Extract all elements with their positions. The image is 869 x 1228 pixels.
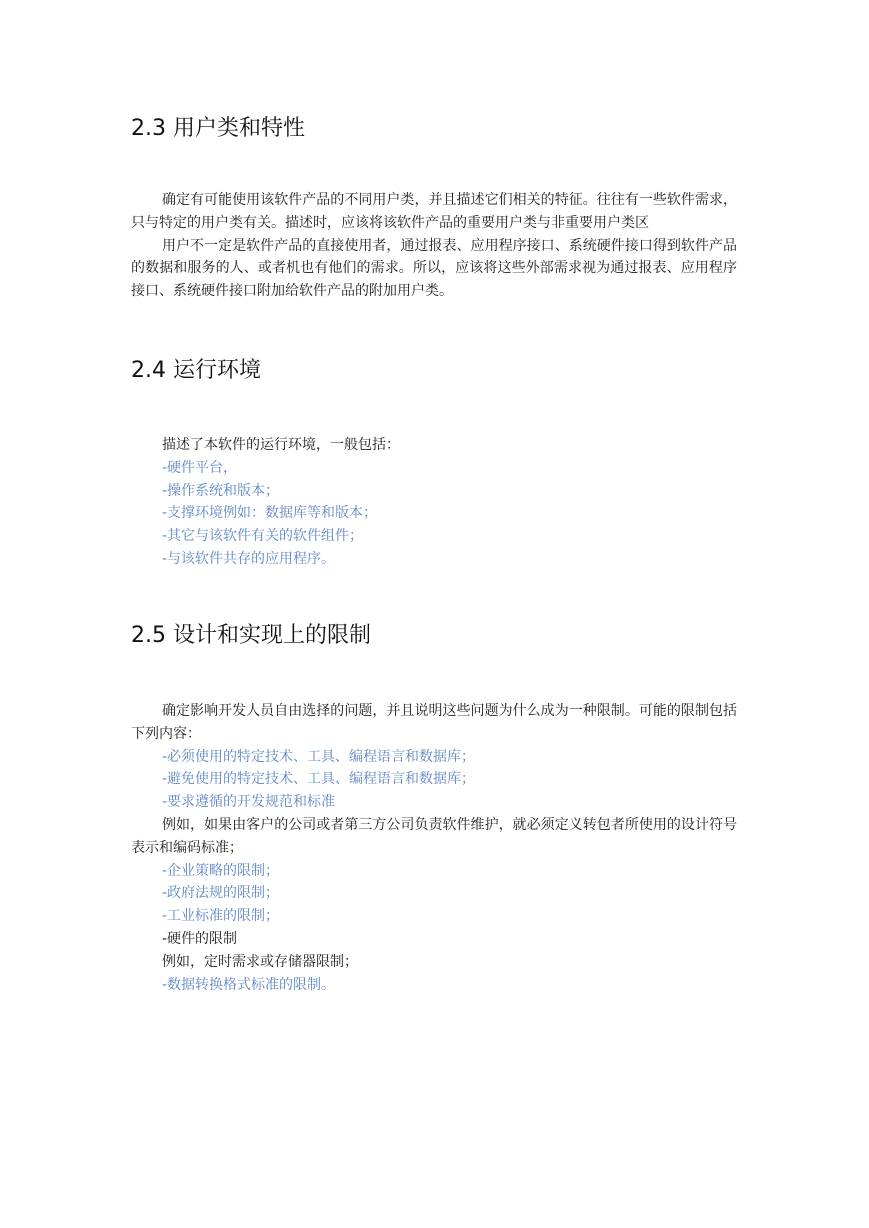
example-timing: 例如，定时需求或存储器限制；: [162, 953, 358, 970]
section-heading-2-3: 2.3 用户类和特性: [131, 116, 305, 141]
constraints-intro: 确定影响开发人员自由选择的问题，并且说明这些问题为什么成为一种限制。可能的限制包括下列内容：: [131, 703, 737, 742]
list-item: -企业策略的限制；: [162, 862, 280, 879]
list-item: -支撑环境例如：数据库等和版本；: [162, 505, 378, 522]
section-body-2-3: [131, 189, 737, 303]
list-item: -操作系统和版本；: [162, 482, 280, 499]
list-item: -与该软件共存的应用程序。: [162, 550, 336, 567]
example-paragraph: 例如，如果由客户的公司或者第三方公司负责软件维护，就必须定义转包者所使用的设计符号表示和编码标准；: [131, 816, 737, 856]
section-body-2-4: [131, 434, 737, 571]
paragraph-user-classes: 确定有可能使用该软件产品的不同用户类，并且描述它们相关的特征。往往有一些软件需求，只与特定的用户类有关。描述时，应该将该软件产品的重要用户类与非重要用户类区: [131, 192, 737, 231]
section-heading-2-4: 2.4 运行环境: [131, 358, 261, 383]
list-item: -必须使用的特定技术、工具、编程语言和数据库；: [162, 748, 476, 765]
hardware-limit-item: -硬件的限制: [162, 930, 238, 947]
list-item: -要求遵循的开发规范和标准: [162, 794, 336, 811]
paragraph-indirect-users: 用户不一定是软件产品的直接使用者，通过报表、应用程序接口、系统硬件接口得到软件产品的数据和服务的人、或者机也有他们的需求。所以，应该将这些外部需求视为通过报表、应用程序接口、系统硬件接口附加给软件产品的附加用户类。: [131, 237, 737, 300]
runtime-intro: 描述了本软件的运行环境，一般包括：: [162, 437, 400, 453]
section-heading-2-5: 2.5 设计和实现上的限制: [131, 623, 371, 648]
list-item: -工业标准的限制；: [162, 908, 280, 925]
list-item: -数据转换格式标准的限制。: [162, 976, 336, 993]
list-item: -政府法规的限制；: [162, 885, 280, 902]
list-item: -避免使用的特定技术、工具、编程语言和数据库；: [162, 771, 476, 788]
list-item: -硬件平台，: [162, 459, 238, 476]
list-item: -其它与该软件有关的软件组件；: [162, 528, 364, 545]
section-body-2-5: [131, 700, 737, 996]
